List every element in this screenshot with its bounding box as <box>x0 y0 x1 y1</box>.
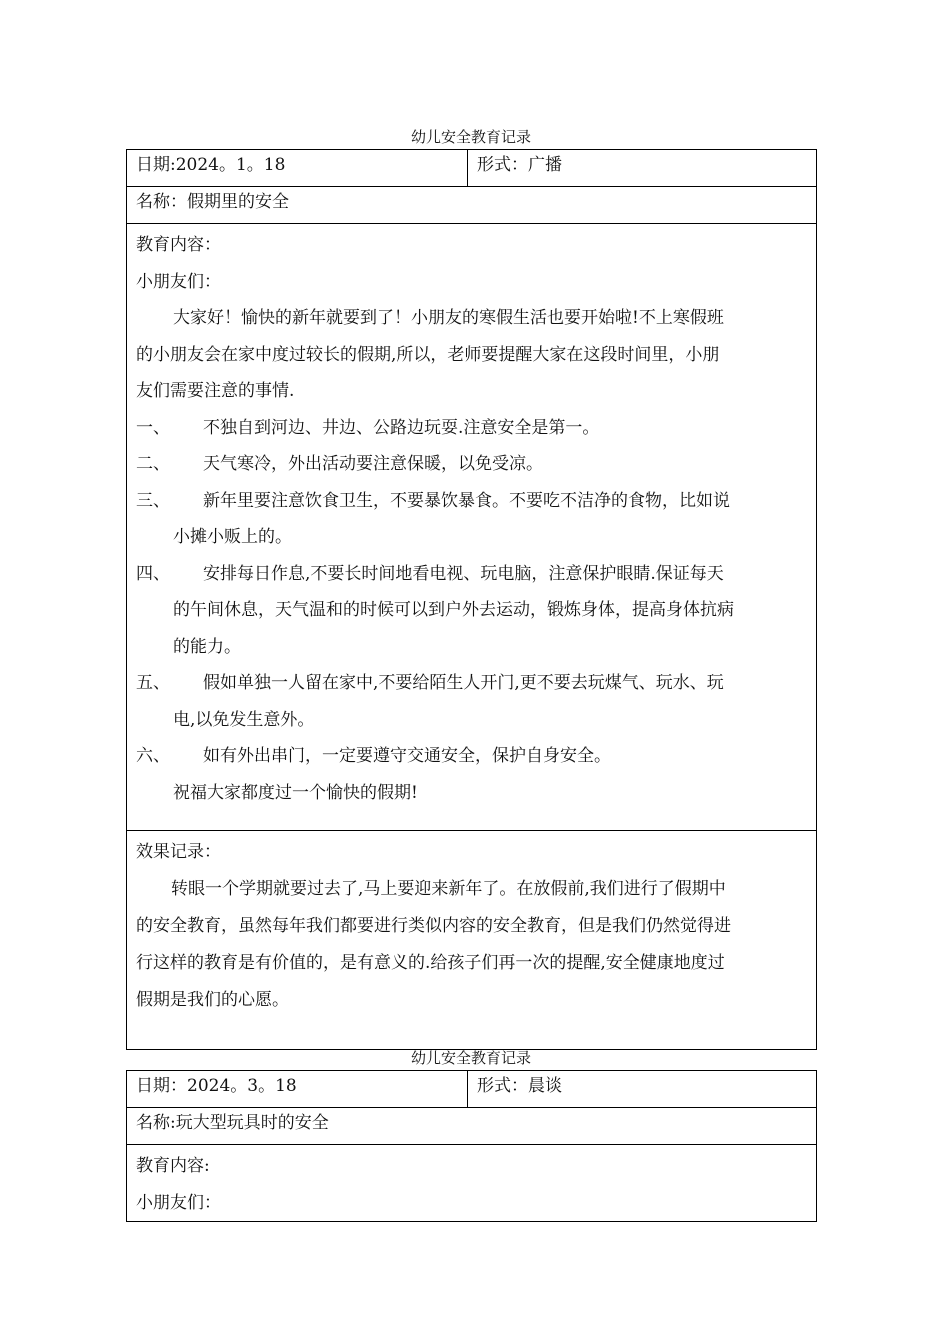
intro-line: 友们需要注意的事情. <box>136 381 295 401</box>
list-item <box>136 556 807 593</box>
effect-line: 的安全教育，虽然每年我们都要进行类似内容的安全教育，但是我们仍然觉得进 <box>136 916 731 936</box>
record-table <box>126 149 817 1050</box>
item-number: 六、 <box>136 746 170 766</box>
effect-line: 转眼一个学期就要过去了,马上要迎来新年了。在放假前,我们进行了假期中 <box>171 879 726 899</box>
greeting: 小朋友们： <box>136 271 221 292</box>
item-number: 三、 <box>136 490 170 511</box>
item-text-continued: 的能力。 <box>173 636 241 657</box>
item-number: 四、 <box>136 563 170 584</box>
list-item <box>136 483 807 520</box>
effect-label: 效果记录： <box>136 842 221 862</box>
item-text: 如有外出串门，一定要遵守交通安全，保护自身安全。 <box>203 746 611 766</box>
record-title: 幼儿安全教育记录 <box>410 1049 531 1067</box>
item-text: 假如单独一人留在家中,不要给陌生人开门,更不要去玩煤气、玩水、玩 <box>203 673 724 693</box>
item-text: 不独自到河边、井边、公路边玩耍.注意安全是第一。 <box>203 417 600 438</box>
intro-line: 大家好！愉快的新年就要到了！小朋友的寒假生活也要开始啦!不上寒假班 <box>173 308 724 328</box>
content-label: 教育内容: <box>136 1156 210 1176</box>
record-title: 幼儿安全教育记录 <box>410 128 531 146</box>
closing-line: 祝福大家都度过一个愉快的假期! <box>173 782 418 803</box>
list-item <box>136 665 807 702</box>
item-text-continued: 的午间休息，天气温和的时候可以到户外去运动，锻炼身体，提高身体抗病 <box>173 600 734 620</box>
date-field: 日期：2024。3。18 <box>127 1071 468 1108</box>
item-text-continued: 电,以免发生意外。 <box>173 709 315 730</box>
form-field: 形式：晨谈 <box>468 1071 817 1108</box>
greeting: 小朋友们： <box>136 1192 221 1213</box>
form-field: 形式：广播 <box>468 150 817 187</box>
education-content <box>127 224 817 831</box>
date-field: 日期:2024。1。18 <box>127 150 468 187</box>
education-content <box>127 1145 817 1222</box>
effect-line: 行这样的教育是有价值的，是有意义的.给孩子们再一次的提醒,安全健康地度过 <box>136 953 725 973</box>
list-item <box>136 410 807 447</box>
item-text: 新年里要注意饮食卫生，不要暴饮暴食。不要吃不洁净的食物，比如说 <box>203 490 730 511</box>
effect-record <box>127 831 817 1050</box>
name-field: 名称:玩大型玩具时的安全 <box>127 1108 817 1145</box>
item-text-continued: 小摊小贩上的。 <box>173 527 292 547</box>
name-field: 名称：假期里的安全 <box>127 187 817 224</box>
list-item <box>136 446 807 483</box>
intro-line: 的小朋友会在家中度过较长的假期,所以，老师要提醒大家在这段时间里，小朋 <box>136 344 720 365</box>
record-table <box>126 1070 817 1222</box>
item-text: 天气寒冷，外出活动要注意保暖，以免受凉。 <box>203 454 543 474</box>
list-item <box>136 738 807 775</box>
item-number: 二、 <box>136 454 170 474</box>
effect-line: 假期是我们的心愿。 <box>136 990 289 1010</box>
item-number: 一、 <box>136 417 170 438</box>
item-text: 安排每日作息,不要长时间地看电视、玩电脑，注意保护眼睛.保证每天 <box>203 563 724 584</box>
content-label: 教育内容： <box>136 235 221 255</box>
item-number: 五、 <box>136 673 170 693</box>
